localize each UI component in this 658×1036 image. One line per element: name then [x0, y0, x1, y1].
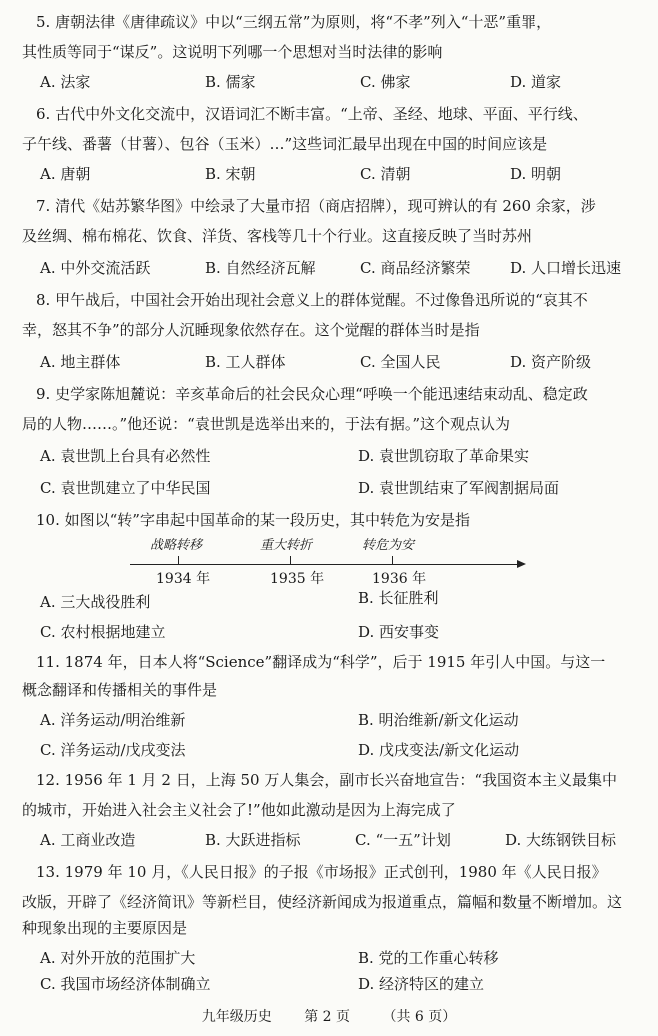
question-13-line-1: 13. 1979 年 10 月，《人民日报》的子报《市场报》正式创刊，1980 年《人民日报》: [36, 863, 607, 881]
page-footer: [0, 1006, 658, 1026]
q12-option-a: A. 工商业改造: [40, 831, 136, 849]
question-8-line-2: 幸，怒其不争”的部分人沉睡现象依然存在。这个觉醒的群体当时是指: [22, 321, 480, 339]
question-7-line-2: 及丝绸、棉布棉花、饮食、洋货、客栈等几十个行业。这直接反映了当时苏州: [22, 227, 533, 245]
question-13-line-3: 种现象出现的主要原因是: [22, 919, 188, 937]
q9-option-d: D. 袁世凯结束了军阀割据局面: [358, 479, 560, 497]
question-6-line-2: 子午线、番薯（甘薯）、包谷（玉米）…”这些词汇最早出现在中国的时间应该是: [22, 135, 548, 153]
footer-total-pages: （共 6 页）: [382, 1009, 457, 1025]
q6-option-c: C. 清朝: [360, 165, 411, 183]
q10-option-c: C. 农村根据地建立: [40, 623, 166, 641]
q12-option-b: B. 大跃进指标: [205, 831, 301, 849]
q10-option-b: B. 长征胜利: [358, 589, 439, 607]
question-7-line-1: 7. 清代《姑苏繁华图》中绘录了大量市招（商店招牌），现可辨认的有 260 余家，涉: [36, 197, 596, 215]
q8-option-a: A. 地主群体: [40, 353, 121, 371]
question-8-line-1: 8. 甲午战后，中国社会开始出现社会意义上的群体觉醒。不过像鲁迅所说的“哀其不: [36, 291, 588, 309]
question-9-line-1: 9. 史学家陈旭麓说：辛亥革命后的社会民众心理“呼唤一个能迅速结束动乱、稳定政: [36, 385, 588, 403]
q11-option-c: C. 洋务运动/戊戌变法: [40, 741, 186, 759]
q11-option-d: D. 戊戌变法/新文化运动: [358, 741, 520, 759]
question-6-line-1: 6. 古代中外文化交流中，汉语词汇不断丰富。“上帝、圣经、地球、平面、平行线、: [36, 105, 588, 123]
question-12-line-2: 的城市，开始进入社会主义社会了!”他如此激动是因为上海完成了: [22, 801, 456, 819]
q5-option-a: A. 法家: [40, 73, 91, 91]
question-5-line-1: 5. 唐朝法律《唐律疏议》中以“三纲五常”为原则，将“不孝”列入“十恶”重罪，: [36, 13, 552, 31]
timeline-arrow: [517, 560, 526, 568]
q8-option-d: D. 资产阶级: [510, 353, 592, 371]
question-10-line-1: 10. 如图以“转”字串起中国革命的某一段历史，其中转危为安是指: [36, 511, 470, 529]
q13-option-d: D. 经济特区的建立: [358, 975, 485, 993]
q5-option-d: D. 道家: [510, 73, 562, 91]
question-12-line-1: 12. 1956 年 1 月 2 日，上海 50 万人集会，副市长兴奋地宣告：“我国资本主义最集中: [36, 771, 618, 789]
footer-subject: 九年级历史: [201, 1009, 272, 1025]
timeline-axis: [130, 564, 520, 565]
q9-option-b: D. 袁世凯窃取了革命果实: [358, 447, 530, 465]
question-13-line-2: 改版，开辟了《经济简讯》等新栏目，使经济新闻成为报道重点，篇幅和数量不断增加。这: [22, 893, 623, 911]
q7-option-d: D. 人口增长迅速: [510, 259, 622, 277]
question-9-line-2: 局的人物……。”他还说：“袁世凯是选举出来的，于法有据。”这个观点认为: [22, 415, 511, 433]
timeline-year-1936: 1936 年: [372, 571, 427, 587]
q8-option-b: B. 工人群体: [205, 353, 286, 371]
q6-option-d: D. 明朝: [510, 165, 562, 183]
q5-option-c: C. 佛家: [360, 73, 411, 91]
timeline-label-strategic-transfer: 战略转移: [150, 538, 203, 553]
timeline-year-1935: 1935 年: [270, 571, 325, 587]
q11-option-a: A. 洋务运动/明治维新: [40, 711, 186, 729]
q10-option-d: D. 西安事变: [358, 623, 440, 641]
q7-option-b: B. 自然经济瓦解: [205, 259, 316, 277]
timeline-label-danger-to-safety: 转危为安: [362, 538, 415, 553]
timeline-tick-1935: [290, 556, 291, 565]
q11-option-b: B. 明治维新/新文化运动: [358, 711, 519, 729]
q13-option-b: B. 党的工作重心转移: [358, 949, 499, 967]
q5-option-b: B. 儒家: [205, 73, 256, 91]
q10-option-a: A. 三大战役胜利: [40, 593, 151, 611]
question-11-line-2: 概念翻译和传播相关的事件是: [22, 681, 218, 699]
q13-option-c: C. 我国市场经济体制确立: [40, 975, 211, 993]
q8-option-c: C. 全国人民: [360, 353, 441, 371]
q7-option-c: C. 商品经济繁荣: [360, 259, 471, 277]
q6-option-b: B. 宋朝: [205, 165, 256, 183]
q9-option-c: C. 袁世凯建立了中华民国: [40, 479, 211, 497]
footer-page-number: 第 2 页: [304, 1009, 350, 1025]
question-5-line-2: 其性质等同于“谋反”。这说明下列哪一个思想对当时法律的影响: [22, 43, 443, 61]
timeline-tick-1934: [178, 556, 179, 565]
q12-option-c: C. “一五”计划: [355, 831, 451, 849]
question-11-line-1: 11. 1874 年，日本人将“Science”翻译成为“科学”，后于 1915 年引人中国。与这一: [36, 653, 606, 671]
q9-option-a: A. 袁世凯上台具有必然性: [40, 447, 211, 465]
timeline-label-major-turn: 重大转折: [260, 538, 313, 553]
history-timeline: [130, 534, 520, 594]
q12-option-d: D. 大练钢铁目标: [505, 831, 617, 849]
q6-option-a: A. 唐朝: [40, 165, 91, 183]
q13-option-a: A. 对外开放的范围扩大: [40, 949, 196, 967]
q7-option-a: A. 中外交流活跃: [40, 259, 151, 277]
timeline-year-1934: 1934 年: [156, 571, 211, 587]
timeline-tick-1936: [392, 556, 393, 565]
